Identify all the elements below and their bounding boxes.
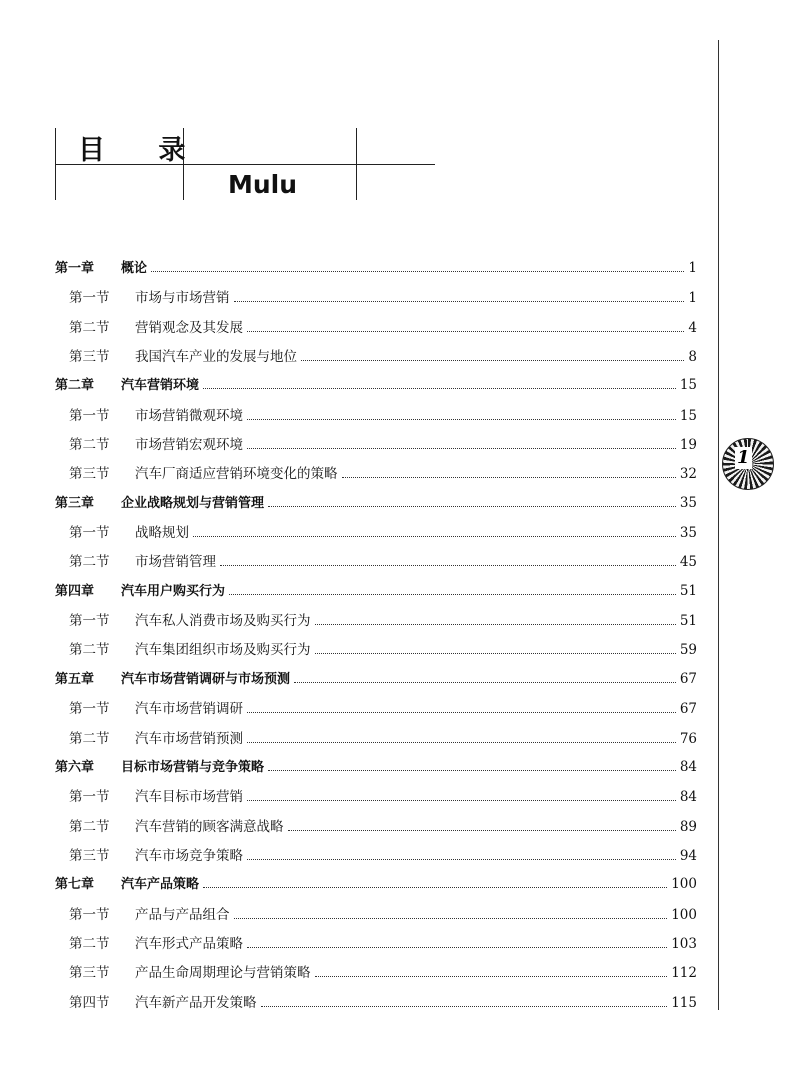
toc-entry-page: 100: [671, 876, 697, 893]
toc-entry-page: 15: [679, 377, 697, 394]
toc-entry-label: 第三节: [69, 466, 110, 483]
page-subtitle: Mulu: [228, 170, 298, 199]
toc-entry-title: 汽车用户购买行为: [121, 583, 226, 599]
toc-leader-dots: [268, 770, 676, 771]
toc-entry-title: 汽车市场营销预测: [135, 730, 243, 747]
toc-entry-title: 汽车营销环境: [121, 378, 200, 394]
toc-entry-label: 第一节: [69, 525, 110, 542]
toc-entry-label: 第二节: [69, 935, 110, 952]
toc-leader-dots: [247, 712, 676, 713]
toc-leader-dots: [288, 830, 676, 831]
toc-entry-page: 112: [671, 965, 697, 982]
toc-section-entry: [55, 550, 697, 579]
toc-section-entry: [55, 609, 697, 638]
toc-entry-label: 第二节: [69, 319, 110, 336]
toc-entry-label: 第二节: [69, 642, 110, 659]
toc-entry-label: 第四章: [55, 583, 95, 599]
toc-entry-label: 第三节: [69, 965, 110, 982]
toc-entry-page: 4: [688, 319, 697, 336]
toc-entry-label: 第二节: [69, 818, 110, 835]
toc-entry-title: 汽车市场竞争策略: [135, 847, 243, 864]
toc-section-entry: [55, 727, 697, 756]
toc-leader-dots: [301, 360, 684, 361]
toc-leader-dots: [234, 918, 668, 919]
toc-leader-dots: [247, 419, 676, 420]
toc-leader-dots: [315, 653, 676, 654]
toc-entry-title: 汽车市场营销调研: [135, 701, 243, 718]
toc-chapter-entry: [55, 668, 697, 697]
toc-section-entry: [55, 844, 697, 873]
toc-entry-title: 市场营销微观环境: [135, 407, 243, 424]
toc-entry-title: 企业战略规划与营销管理: [121, 495, 265, 511]
toc-entry-label: 第一节: [69, 407, 110, 424]
toc-entry-page: 35: [679, 525, 697, 542]
toc-entry-page: 103: [671, 935, 697, 952]
toc-entry-title: 产品与产品组合: [135, 906, 230, 923]
toc-entry-title: 汽车新产品开发策略: [135, 994, 257, 1011]
toc-entry-title: 汽车目标市场营销: [135, 789, 243, 806]
toc-entry-page: 94: [679, 847, 697, 864]
toc-section-entry: [55, 697, 697, 726]
toc-entry-page: 19: [679, 437, 697, 454]
toc-leader-dots: [247, 331, 684, 332]
toc-entry-label: 第一节: [69, 613, 110, 630]
toc-leader-dots: [268, 506, 676, 507]
toc-entry-title: 汽车产品策略: [121, 877, 200, 893]
toc-entry-page: 84: [679, 789, 697, 806]
toc-entry-title: 我国汽车产业的发展与地位: [135, 349, 297, 366]
toc-leader-dots: [229, 594, 676, 595]
toc-chapter-entry: [55, 257, 697, 286]
toc-leader-dots: [342, 477, 676, 478]
toc-section-entry: [55, 462, 697, 491]
toc-entry-title: 汽车私人消费市场及购买行为: [135, 613, 311, 630]
toc-leader-dots: [151, 271, 684, 272]
toc-section-entry: [55, 991, 697, 1020]
toc-entry-label: 第六章: [55, 759, 95, 775]
toc-entry-label: 第二节: [69, 437, 110, 454]
toc-leader-dots: [203, 388, 676, 389]
toc-leader-dots: [220, 565, 676, 566]
toc-leader-dots: [247, 742, 676, 743]
toc-chapter-entry: [55, 374, 697, 403]
toc-entry-title: 汽车形式产品策略: [135, 935, 243, 952]
toc-leader-dots: [294, 682, 676, 683]
toc-entry-label: 第三章: [55, 495, 95, 511]
toc-entry-page: 115: [671, 994, 697, 1011]
toc-entry-label: 第四节: [69, 994, 110, 1011]
toc-section-entry: [55, 404, 697, 433]
toc-section-entry: [55, 316, 697, 345]
toc-entry-page: 84: [679, 758, 697, 775]
toc-section-entry: [55, 638, 697, 667]
toc-section-entry: [55, 521, 697, 550]
toc-leader-dots: [247, 859, 676, 860]
toc-entry-page: 51: [679, 613, 697, 630]
toc-leader-dots: [247, 947, 667, 948]
toc-entry-title: 战略规划: [135, 525, 189, 542]
toc-leader-dots: [247, 448, 676, 449]
toc-leader-dots: [315, 624, 676, 625]
toc-entry-title: 汽车市场营销调研与市场预测: [121, 671, 291, 687]
toc-entry-title: 汽车厂商适应营销环境变化的策略: [135, 466, 338, 483]
toc-section-entry: [55, 785, 697, 814]
toc-leader-dots: [203, 887, 667, 888]
toc-entry-page: 89: [679, 818, 697, 835]
toc-entry-title: 汽车集团组织市场及购买行为: [135, 642, 311, 659]
toc-entry-label: 第二节: [69, 554, 110, 571]
toc-entry-page: 32: [679, 466, 697, 483]
toc-entry-label: 第二章: [55, 378, 95, 394]
toc-entry-title: 营销观念及其发展: [135, 319, 243, 336]
toc-leader-dots: [261, 1006, 668, 1007]
toc-entry-label: 第一节: [69, 789, 110, 806]
toc-entry-label: 第一节: [69, 906, 110, 923]
toc-entry-page: 1: [688, 290, 697, 307]
toc-entry-page: 45: [679, 554, 697, 571]
page-number: 1: [737, 447, 750, 468]
toc-entry-page: 15: [679, 407, 697, 424]
toc-entry-page: 59: [679, 642, 697, 659]
table-of-contents: [55, 257, 697, 1020]
toc-entry-title: 概论: [121, 261, 148, 276]
toc-section-entry: [55, 932, 697, 961]
toc-entry-label: 第一章: [55, 261, 95, 276]
toc-entry-title: 目标市场营销与竞争策略: [121, 759, 265, 775]
toc-chapter-entry: [55, 492, 697, 521]
toc-entry-title: 市场营销管理: [135, 554, 216, 571]
toc-leader-dots: [315, 976, 668, 977]
toc-section-entry: [55, 903, 697, 932]
toc-section-entry: [55, 286, 697, 315]
toc-leader-dots: [234, 301, 685, 302]
toc-entry-label: 第三节: [69, 349, 110, 366]
page-title: 目 录: [78, 135, 208, 166]
toc-entry-label: 第一节: [69, 701, 110, 718]
toc-section-entry: [55, 961, 697, 990]
toc-chapter-entry: [55, 580, 697, 609]
toc-leader-dots: [247, 800, 676, 801]
toc-entry-page: 8: [688, 349, 697, 366]
toc-section-entry: [55, 433, 697, 462]
toc-section-entry: [55, 345, 697, 374]
toc-chapter-entry: [55, 756, 697, 785]
toc-entry-title: 市场与市场营销: [135, 290, 230, 307]
margin-rule: [718, 40, 719, 1010]
toc-entry-page: 67: [679, 701, 697, 718]
toc-section-entry: [55, 815, 697, 844]
toc-entry-page: 76: [679, 730, 697, 747]
toc-entry-page: 51: [679, 582, 697, 599]
toc-entry-label: 第一节: [69, 290, 110, 307]
toc-entry-title: 产品生命周期理论与营销策略: [135, 965, 311, 982]
toc-entry-title: 汽车营销的顾客满意战略: [135, 818, 284, 835]
toc-entry-page: 1: [688, 260, 697, 276]
toc-entry-label: 第五章: [55, 671, 95, 687]
toc-entry-label: 第三节: [69, 847, 110, 864]
toc-entry-page: 35: [679, 494, 697, 511]
toc-entry-label: 第二节: [69, 730, 110, 747]
toc-entry-page: 100: [671, 906, 697, 923]
toc-chapter-entry: [55, 873, 697, 902]
toc-entry-label: 第七章: [55, 877, 95, 893]
toc-entry-title: 市场营销宏观环境: [135, 437, 243, 454]
toc-entry-page: 67: [679, 670, 697, 687]
toc-leader-dots: [193, 536, 676, 537]
